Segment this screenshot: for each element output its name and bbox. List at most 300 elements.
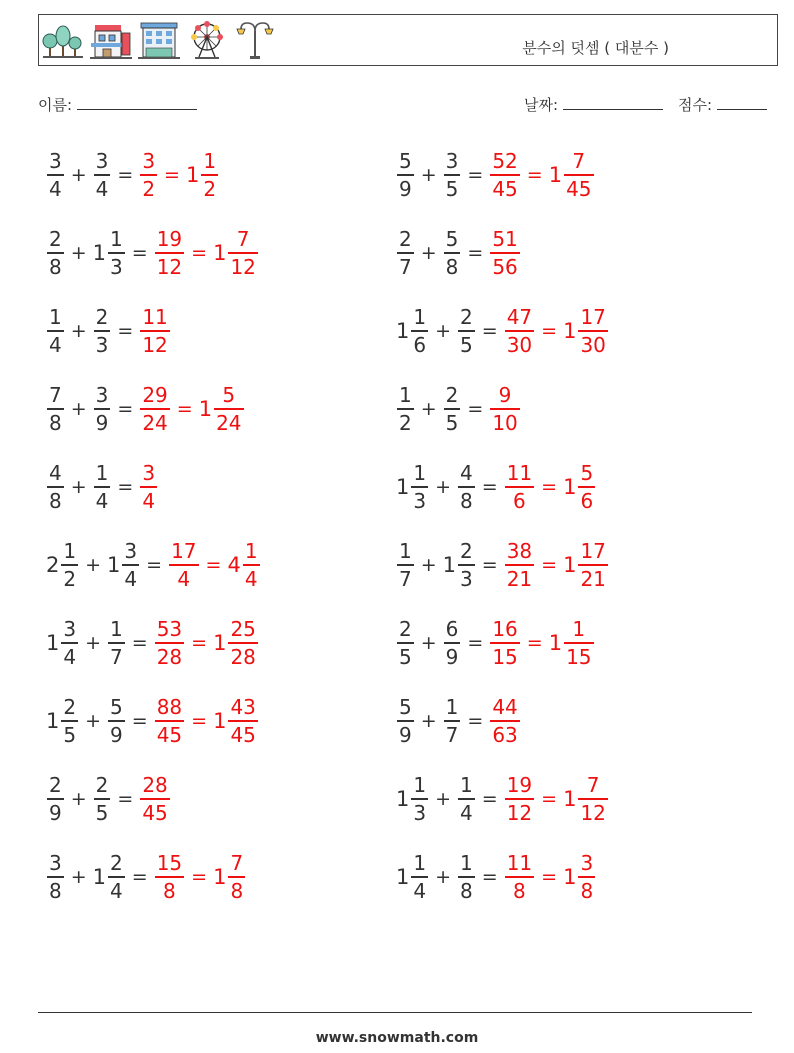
answer-improper-fraction xyxy=(155,853,184,901)
problem-row xyxy=(396,452,596,522)
numerator: 3 xyxy=(124,539,138,563)
numerator: 7 xyxy=(49,383,62,407)
numerator: 2 xyxy=(445,383,459,407)
numerator: 3 xyxy=(95,383,109,407)
numerator: 3 xyxy=(63,617,77,641)
answer xyxy=(154,229,259,277)
problem-row xyxy=(396,608,595,678)
answer-mixed-number xyxy=(563,307,609,355)
problem-row xyxy=(396,842,596,912)
denominator: 3 xyxy=(413,801,427,825)
problem-row xyxy=(46,140,219,210)
denominator: 56 xyxy=(492,255,518,279)
answer-mixed-number xyxy=(213,697,259,745)
answer-mixed-number xyxy=(563,541,609,589)
numerator: 1 xyxy=(244,539,258,563)
denominator: 8 xyxy=(49,879,62,903)
fraction xyxy=(397,229,414,277)
answer-improper-fraction xyxy=(505,853,534,901)
addend-2 xyxy=(457,775,476,823)
denominator: 30 xyxy=(506,333,533,357)
numerator: 1 xyxy=(399,539,412,563)
denominator: 6 xyxy=(580,489,594,513)
numerator: 3 xyxy=(49,149,62,173)
plus-sign: + xyxy=(435,320,452,342)
date-line[interactable] xyxy=(563,95,663,110)
fraction xyxy=(458,463,475,511)
answer-improper-fraction xyxy=(505,541,534,589)
addend-2 xyxy=(457,307,476,355)
denominator: 15 xyxy=(492,645,518,669)
answer xyxy=(154,697,259,745)
answer-mixed-number xyxy=(213,619,259,667)
fraction xyxy=(61,541,78,589)
answer-improper-fraction xyxy=(505,307,534,355)
fraction xyxy=(228,853,245,901)
answer-improper-fraction xyxy=(140,151,157,199)
whole-number: 1 xyxy=(213,241,227,265)
equals-sign: = xyxy=(481,866,498,888)
answer-equals-sign: = xyxy=(205,554,222,576)
numerator: 3 xyxy=(95,149,109,173)
worksheet-header xyxy=(38,14,778,66)
answer xyxy=(504,307,609,355)
equals-sign: = xyxy=(131,866,148,888)
answer-improper-fraction xyxy=(490,619,519,667)
addend-1 xyxy=(396,697,415,745)
answer-improper-fraction xyxy=(490,385,519,433)
denominator: 4 xyxy=(95,177,109,201)
footer-divider xyxy=(38,1012,752,1013)
denominator: 30 xyxy=(580,333,606,357)
fraction xyxy=(94,385,111,433)
denominator: 28 xyxy=(230,645,256,669)
equals-sign: = xyxy=(481,554,498,576)
plus-sign: + xyxy=(70,320,87,342)
shop-icon xyxy=(89,19,133,63)
fraction xyxy=(61,697,78,745)
addend-2 xyxy=(443,385,462,433)
answer-equals-sign: = xyxy=(164,164,180,186)
fraction xyxy=(564,151,593,199)
whole-number: 1 xyxy=(92,241,107,265)
addend-1 xyxy=(396,853,429,901)
header-icons xyxy=(41,19,277,63)
addend-1 xyxy=(396,385,415,433)
fraction xyxy=(397,697,414,745)
problem-row xyxy=(46,686,259,756)
numerator: 19 xyxy=(506,773,533,797)
plus-sign: + xyxy=(435,476,452,498)
whole-number: 1 xyxy=(46,631,60,655)
score-field[interactable] xyxy=(678,94,767,115)
numerator: 11 xyxy=(142,305,168,329)
equals-sign: = xyxy=(467,710,484,732)
answer-mixed-number xyxy=(186,151,219,199)
fraction xyxy=(61,619,78,667)
answer-equals-sign: = xyxy=(191,242,208,264)
denominator: 4 xyxy=(49,333,62,357)
plus-sign: + xyxy=(420,632,437,654)
numerator: 3 xyxy=(142,461,156,485)
footer-site: www.snowmath.com xyxy=(315,1030,479,1046)
fraction xyxy=(458,853,475,901)
numerator: 25 xyxy=(230,617,256,641)
plus-sign: + xyxy=(435,866,452,888)
fraction xyxy=(47,151,64,199)
addend-2 xyxy=(107,619,126,667)
whole-number: 1 xyxy=(396,319,410,343)
fraction xyxy=(47,307,64,355)
denominator: 21 xyxy=(506,567,533,591)
problem-row xyxy=(46,296,171,366)
plus-sign: + xyxy=(70,164,87,186)
answer xyxy=(168,541,260,589)
denominator: 4 xyxy=(49,177,62,201)
answer-equals-sign: = xyxy=(541,320,558,342)
answer-improper-fraction xyxy=(169,541,198,589)
numerator: 19 xyxy=(156,227,183,251)
problem-row xyxy=(396,296,609,366)
addend-1 xyxy=(46,385,65,433)
numerator: 3 xyxy=(142,149,156,173)
denominator: 2 xyxy=(399,411,412,435)
denominator: 5 xyxy=(63,723,77,747)
numerator: 1 xyxy=(203,149,217,173)
denominator: 5 xyxy=(445,411,459,435)
numerator: 28 xyxy=(142,773,168,797)
fraction xyxy=(444,385,461,433)
equals-sign: = xyxy=(117,320,134,342)
numerator: 4 xyxy=(49,461,62,485)
denominator: 4 xyxy=(413,879,427,903)
fraction xyxy=(201,151,218,199)
answer-equals-sign: = xyxy=(541,554,558,576)
numerator: 88 xyxy=(156,695,183,719)
fraction xyxy=(578,775,607,823)
denominator: 8 xyxy=(445,255,459,279)
answer-equals-sign: = xyxy=(526,164,543,186)
numerator: 2 xyxy=(49,227,62,251)
numerator: 16 xyxy=(492,617,518,641)
problem-row xyxy=(46,530,261,600)
denominator: 9 xyxy=(445,645,459,669)
name-line[interactable] xyxy=(77,95,197,110)
denominator: 8 xyxy=(513,879,526,903)
denominator: 4 xyxy=(177,567,191,591)
answer xyxy=(154,853,246,901)
addend-2 xyxy=(443,697,462,745)
answer-improper-fraction xyxy=(490,697,519,745)
numerator: 1 xyxy=(110,617,123,641)
building-icon xyxy=(137,19,181,63)
answer-mixed-number xyxy=(563,775,609,823)
addend-2 xyxy=(93,307,112,355)
equals-sign: = xyxy=(467,242,484,264)
answer-mixed-number xyxy=(549,619,595,667)
denominator: 9 xyxy=(110,723,123,747)
denominator: 6 xyxy=(513,489,526,513)
equals-sign: = xyxy=(117,476,134,498)
problem-row xyxy=(396,764,609,834)
denominator: 10 xyxy=(492,411,518,435)
denominator: 4 xyxy=(110,879,123,903)
whole-number: 1 xyxy=(213,865,227,889)
numerator: 44 xyxy=(492,695,518,719)
answer xyxy=(489,697,520,745)
problem-row xyxy=(396,140,595,210)
denominator: 6 xyxy=(413,333,427,357)
addend-2 xyxy=(107,541,140,589)
numerator: 2 xyxy=(95,773,109,797)
denominator: 8 xyxy=(460,879,473,903)
numerator: 17 xyxy=(171,539,197,563)
fraction xyxy=(94,463,111,511)
fraction xyxy=(47,853,64,901)
answer-mixed-number xyxy=(563,463,596,511)
answer-equals-sign: = xyxy=(541,788,558,810)
trees-icon xyxy=(41,19,85,63)
answer xyxy=(139,775,170,823)
addend-1 xyxy=(46,463,65,511)
addend-2 xyxy=(443,151,462,199)
whole-number: 1 xyxy=(396,475,410,499)
numerator: 1 xyxy=(413,773,427,797)
numerator: 17 xyxy=(580,305,606,329)
worksheet-title: 분수의 덧셈 ( 대분수 ) xyxy=(522,39,669,57)
addend-1 xyxy=(46,541,79,589)
name-field[interactable] xyxy=(38,94,197,115)
plus-sign: + xyxy=(70,398,87,420)
answer xyxy=(489,619,594,667)
whole-number: 1 xyxy=(563,865,577,889)
plus-sign: + xyxy=(420,164,437,186)
answer-mixed-number xyxy=(227,541,260,589)
addend-1 xyxy=(46,151,65,199)
numerator: 2 xyxy=(110,851,123,875)
date-field[interactable] xyxy=(524,94,663,115)
whole-number: 1 xyxy=(198,397,213,421)
addend-2 xyxy=(457,463,476,511)
numerator: 47 xyxy=(506,305,533,329)
whole-number: 1 xyxy=(563,553,577,577)
answer-equals-sign: = xyxy=(191,710,208,732)
numerator: 38 xyxy=(506,539,533,563)
plus-sign: + xyxy=(420,398,437,420)
answer-improper-fraction xyxy=(490,151,519,199)
equals-sign: = xyxy=(467,398,484,420)
score-label: 점수: xyxy=(678,96,713,114)
whole-number: 1 xyxy=(46,709,60,733)
fraction xyxy=(458,775,475,823)
addend-1 xyxy=(46,307,65,355)
denominator: 15 xyxy=(566,645,592,669)
plus-sign: + xyxy=(420,554,437,576)
numerator: 1 xyxy=(572,617,586,641)
addend-2 xyxy=(93,775,112,823)
whole-number: 1 xyxy=(563,319,577,343)
problem-row xyxy=(396,686,521,756)
denominator: 9 xyxy=(399,723,412,747)
fraction xyxy=(411,463,428,511)
numerator: 15 xyxy=(156,851,183,875)
denominator: 2 xyxy=(203,177,217,201)
denominator: 7 xyxy=(399,567,412,591)
denominator: 45 xyxy=(492,177,518,201)
addend-1 xyxy=(46,775,65,823)
problem-row xyxy=(46,842,246,912)
answer-improper-fraction xyxy=(155,619,184,667)
answer-mixed-number xyxy=(213,853,246,901)
denominator: 5 xyxy=(95,801,109,825)
numerator: 2 xyxy=(63,695,77,719)
fraction xyxy=(578,307,607,355)
numerator: 6 xyxy=(445,617,459,641)
whole-number: 1 xyxy=(563,475,577,499)
plus-sign: + xyxy=(70,476,87,498)
denominator: 7 xyxy=(399,255,412,279)
numerator: 5 xyxy=(399,695,412,719)
numerator: 7 xyxy=(230,851,244,875)
equals-sign: = xyxy=(117,788,134,810)
numerator: 11 xyxy=(506,851,533,875)
numerator: 1 xyxy=(399,383,412,407)
addend-2 xyxy=(107,697,126,745)
addend-2 xyxy=(93,229,126,277)
denominator: 7 xyxy=(445,723,459,747)
answer-improper-fraction xyxy=(155,697,184,745)
numerator: 2 xyxy=(460,539,473,563)
answer xyxy=(504,853,596,901)
plus-sign: + xyxy=(85,554,102,576)
fraction xyxy=(108,229,125,277)
fraction xyxy=(444,697,461,745)
numerator: 53 xyxy=(156,617,183,641)
fraction xyxy=(397,385,414,433)
denominator: 4 xyxy=(63,645,77,669)
numerator: 11 xyxy=(506,461,533,485)
denominator: 8 xyxy=(49,255,62,279)
fraction xyxy=(122,541,139,589)
numerator: 4 xyxy=(460,461,473,485)
denominator: 45 xyxy=(566,177,592,201)
numerator: 2 xyxy=(399,617,412,641)
addend-1 xyxy=(396,229,415,277)
answer xyxy=(154,619,259,667)
whole-number: 1 xyxy=(548,163,563,187)
denominator: 12 xyxy=(156,255,183,279)
fraction xyxy=(228,229,257,277)
whole-number: 1 xyxy=(396,865,410,889)
denominator: 4 xyxy=(142,489,156,513)
fraction xyxy=(578,541,607,589)
plus-sign: + xyxy=(70,866,87,888)
equals-sign: = xyxy=(481,476,498,498)
whole-number: 1 xyxy=(92,865,107,889)
equals-sign: = xyxy=(131,710,148,732)
fraction xyxy=(397,619,414,667)
answer xyxy=(504,541,609,589)
answer xyxy=(504,463,596,511)
answer-improper-fraction xyxy=(505,463,534,511)
addend-1 xyxy=(396,151,415,199)
answer xyxy=(489,151,594,199)
numerator: 3 xyxy=(49,851,62,875)
fraction xyxy=(578,853,595,901)
answer-equals-sign: = xyxy=(526,632,543,654)
numerator: 2 xyxy=(95,305,109,329)
fraction xyxy=(411,307,428,355)
denominator: 8 xyxy=(230,879,244,903)
denominator: 3 xyxy=(460,567,473,591)
numerator: 1 xyxy=(49,305,62,329)
denominator: 4 xyxy=(244,567,258,591)
denominator: 21 xyxy=(580,567,606,591)
addend-2 xyxy=(443,229,462,277)
denominator: 5 xyxy=(445,177,459,201)
numerator: 2 xyxy=(399,227,412,251)
plus-sign: + xyxy=(85,632,102,654)
denominator: 9 xyxy=(399,177,412,201)
answer xyxy=(139,307,170,355)
problem-row xyxy=(46,764,171,834)
denominator: 45 xyxy=(230,723,256,747)
numerator: 5 xyxy=(222,383,236,407)
whole-number: 1 xyxy=(213,631,227,655)
numerator: 5 xyxy=(445,227,459,251)
numerator: 1 xyxy=(460,851,473,875)
whole-number: 1 xyxy=(548,631,563,655)
numerator: 43 xyxy=(230,695,256,719)
answer xyxy=(139,463,158,511)
answer-equals-sign: = xyxy=(191,866,208,888)
whole-number: 1 xyxy=(107,553,121,577)
denominator: 45 xyxy=(156,723,183,747)
fraction xyxy=(411,775,428,823)
answer xyxy=(139,385,244,433)
numerator: 29 xyxy=(142,383,168,407)
equals-sign: = xyxy=(117,164,134,186)
equals-sign: = xyxy=(146,554,163,576)
numerator: 1 xyxy=(445,695,459,719)
answer-improper-fraction xyxy=(490,229,519,277)
numerator: 1 xyxy=(460,773,473,797)
fraction xyxy=(564,619,593,667)
problem-row xyxy=(46,374,245,444)
plus-sign: + xyxy=(70,242,87,264)
fraction xyxy=(108,697,125,745)
equals-sign: = xyxy=(481,320,498,342)
denominator: 12 xyxy=(142,333,168,357)
fraction xyxy=(228,619,257,667)
fraction xyxy=(444,619,461,667)
answer-improper-fraction xyxy=(155,229,184,277)
denominator: 9 xyxy=(95,411,109,435)
fraction xyxy=(47,385,64,433)
answer-improper-fraction xyxy=(140,463,157,511)
denominator: 28 xyxy=(156,645,183,669)
denominator: 5 xyxy=(460,333,473,357)
street-lamp-icon xyxy=(233,19,277,63)
fraction xyxy=(458,541,475,589)
addend-1 xyxy=(396,775,429,823)
addend-1 xyxy=(46,697,79,745)
equals-sign: = xyxy=(131,632,148,654)
addend-1 xyxy=(396,619,415,667)
addend-1 xyxy=(396,541,415,589)
score-line[interactable] xyxy=(717,95,767,110)
numerator: 17 xyxy=(580,539,606,563)
